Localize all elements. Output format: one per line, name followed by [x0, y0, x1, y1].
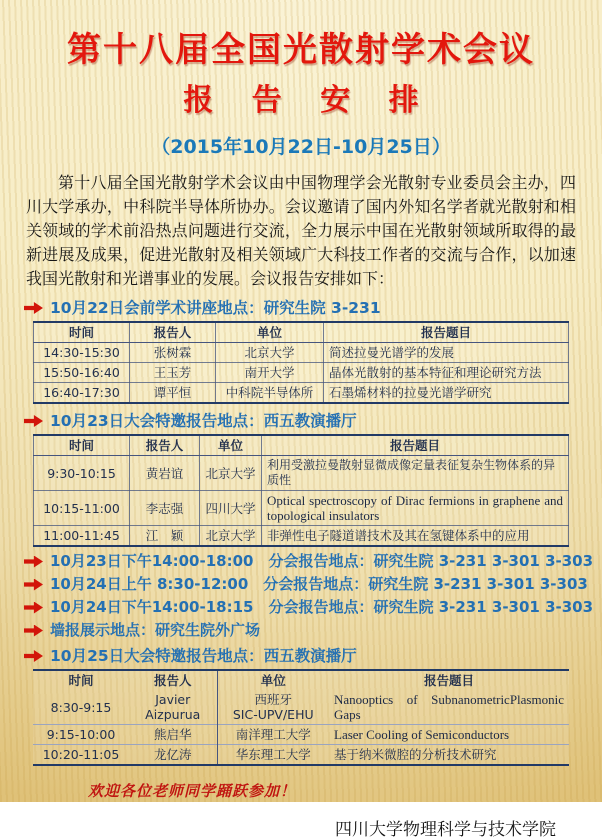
- list-item: [24, 622, 602, 639]
- cell-affiliation: 北京大学: [216, 343, 324, 363]
- invited-oct23-table: [33, 434, 569, 547]
- cell-affiliation: [217, 690, 329, 725]
- cell-affiliation: 中科院半导体所: [216, 383, 324, 404]
- date-range: （2015年10月22日-10月25日）: [151, 136, 451, 158]
- organizer-signature: 四川大学物理科学与技术学院: [335, 820, 556, 840]
- col-header-affiliation: 单位: [260, 673, 286, 688]
- section-label: 10月23日大会特邀报告地点：西五教演播厅: [50, 412, 357, 430]
- cell-affiliation: 南开大学: [216, 363, 324, 383]
- cell-speaker: 谭平恒: [130, 383, 216, 404]
- affiliation-institute: SIC-UPV/EHU: [232, 707, 314, 722]
- arrow-icon: [24, 556, 43, 568]
- cell-talk-title: Nanooptics of SubnanometricPlasmonic Gaps: [334, 692, 564, 722]
- table-row: [33, 690, 569, 725]
- bullet-label: 墙报展示地点：研究生院外广场: [50, 621, 261, 639]
- cell-speaker: 王玉芳: [130, 363, 216, 383]
- cell-speaker: 熊启华: [129, 725, 217, 745]
- cell-time: 14:30-15:30: [34, 343, 130, 363]
- col-header-time: 时间: [68, 673, 94, 688]
- cell-talk-title: 利用受激拉曼散射显微成像定量表征复杂生物体系的异质性: [262, 456, 569, 491]
- cell-time: 11:00-11:45: [34, 526, 130, 547]
- table-row: [34, 343, 569, 363]
- cell-talk-title: Optical spectroscopy of Dirac fermions in graphene and topological insulators: [262, 491, 569, 526]
- session-location-list: [0, 553, 602, 639]
- page-subtitle: 报 告 安 排: [183, 83, 433, 118]
- arrow-icon: [24, 625, 43, 637]
- col-header-title: 报告题目: [324, 322, 569, 343]
- arrow-icon: [24, 302, 43, 314]
- col-header-speaker: 报告人: [130, 322, 216, 343]
- cell-time: 15:50-16:40: [34, 363, 130, 383]
- table-row: [33, 745, 569, 766]
- bullet-label: 10月23日下午14:00-18:00 分会报告地点：研究生院 3-231 3-301 3-303: [50, 552, 594, 570]
- bullet-label: 10月24日上午 8:30-12:00 分会报告地点：研究生院 3-231 3-301 3-303: [50, 575, 588, 593]
- cell-time: 9:30-10:15: [34, 456, 130, 491]
- table-row: [34, 456, 569, 491]
- cell-affiliation: 四川大学: [200, 491, 262, 526]
- cell-time: 8:30-9:15: [50, 699, 112, 715]
- table-row: [34, 383, 569, 404]
- cell-speaker: 黄岩谊: [130, 456, 200, 491]
- affiliation-country: 西班牙: [254, 692, 292, 707]
- page-title: 第十八届全国光散射学术会议: [67, 30, 535, 70]
- col-header-title: 报告题目: [423, 673, 474, 688]
- col-header-time: 时间: [34, 322, 130, 343]
- cell-speaker: 张树霖: [130, 343, 216, 363]
- invited-oct25-table: [33, 669, 569, 766]
- cell-speaker: 李志强: [130, 491, 200, 526]
- table-row: [33, 725, 569, 745]
- col-header-affiliation: 单位: [200, 435, 262, 456]
- arrow-icon: [24, 650, 43, 662]
- cell-time: 9:15-10:00: [33, 725, 129, 745]
- section-label: 10月22日会前学术讲座地点：研究生院 3-231: [50, 299, 381, 317]
- section-heading-invited-oct23: [24, 411, 602, 431]
- cell-affiliation: 南洋理工大学: [217, 725, 329, 745]
- table-header-row: [34, 322, 569, 343]
- table-header-row: [33, 670, 569, 690]
- cell-affiliation: 北京大学: [200, 526, 262, 547]
- welcome-message: 欢迎各位老师同学踊跃参加！: [88, 782, 297, 800]
- col-header-speaker: 报告人: [130, 435, 200, 456]
- cell-talk-title: Laser Cooling of Semiconductors: [329, 725, 569, 745]
- table-row: [34, 491, 569, 526]
- arrow-icon: [24, 602, 43, 614]
- cell-time: 10:15-11:00: [34, 491, 130, 526]
- table-row: [34, 363, 569, 383]
- arrow-icon: [24, 415, 43, 427]
- cell-talk-title: 石墨烯材料的拉曼光谱学研究: [324, 383, 569, 404]
- cell-time: 16:40-17:30: [34, 383, 130, 404]
- cell-affiliation: 北京大学: [200, 456, 262, 491]
- col-header-time: 时间: [34, 435, 130, 456]
- intro-paragraph: 第十八届全国光散射学术会议由中国物理学会光散射专业委员会主办，四川大学承办，中科院半导体所协办。会议邀请了国内外知名学者就光散射和相关领域的学术前沿热点问题进行交流，全力展示中国在光散射领域所取得的最新进展及成果，促进光散射及相关领域广大科技工作者的交流与合作，以加速我国光散射和光谱事业的发展。会议报告安排如下：: [26, 173, 576, 288]
- cell-speaker: 龙亿涛: [129, 745, 217, 766]
- cell-time: 10:20-11:05: [33, 745, 129, 766]
- section-heading-pre-lecture: [24, 298, 602, 318]
- table-row: [34, 526, 569, 547]
- list-item: [24, 553, 602, 570]
- section-heading-invited-oct25: [24, 646, 602, 666]
- lecture-schedule-table: [33, 321, 569, 404]
- cell-talk-title: 非弹性电子隧道谱技术及其在氢键体系中的应用: [262, 526, 569, 547]
- cell-talk-title: 基于纳米微腔的分析技术研究: [329, 745, 569, 766]
- list-item: [24, 576, 602, 593]
- arrow-icon: [24, 579, 43, 591]
- col-header-speaker: 报告人: [129, 670, 217, 690]
- cell-speaker: 江 颖: [130, 526, 200, 547]
- cell-talk-title: 晶体光散射的基本特征和理论研究方法: [324, 363, 569, 383]
- cell-affiliation: 华东理工大学: [217, 745, 329, 766]
- col-header-title: 报告题目: [262, 435, 569, 456]
- table-header-row: [34, 435, 569, 456]
- cell-talk-title: 简述拉曼光谱学的发展: [324, 343, 569, 363]
- section-label: 10月25日大会特邀报告地点：西五教演播厅: [50, 647, 357, 665]
- bullet-label: 10月24日下午14:00-18:15 分会报告地点：研究生院 3-231 3-301 3-303: [50, 598, 594, 616]
- col-header-affiliation: 单位: [216, 322, 324, 343]
- list-item: [24, 599, 602, 616]
- cell-speaker: Javier Aizpurua: [129, 690, 217, 725]
